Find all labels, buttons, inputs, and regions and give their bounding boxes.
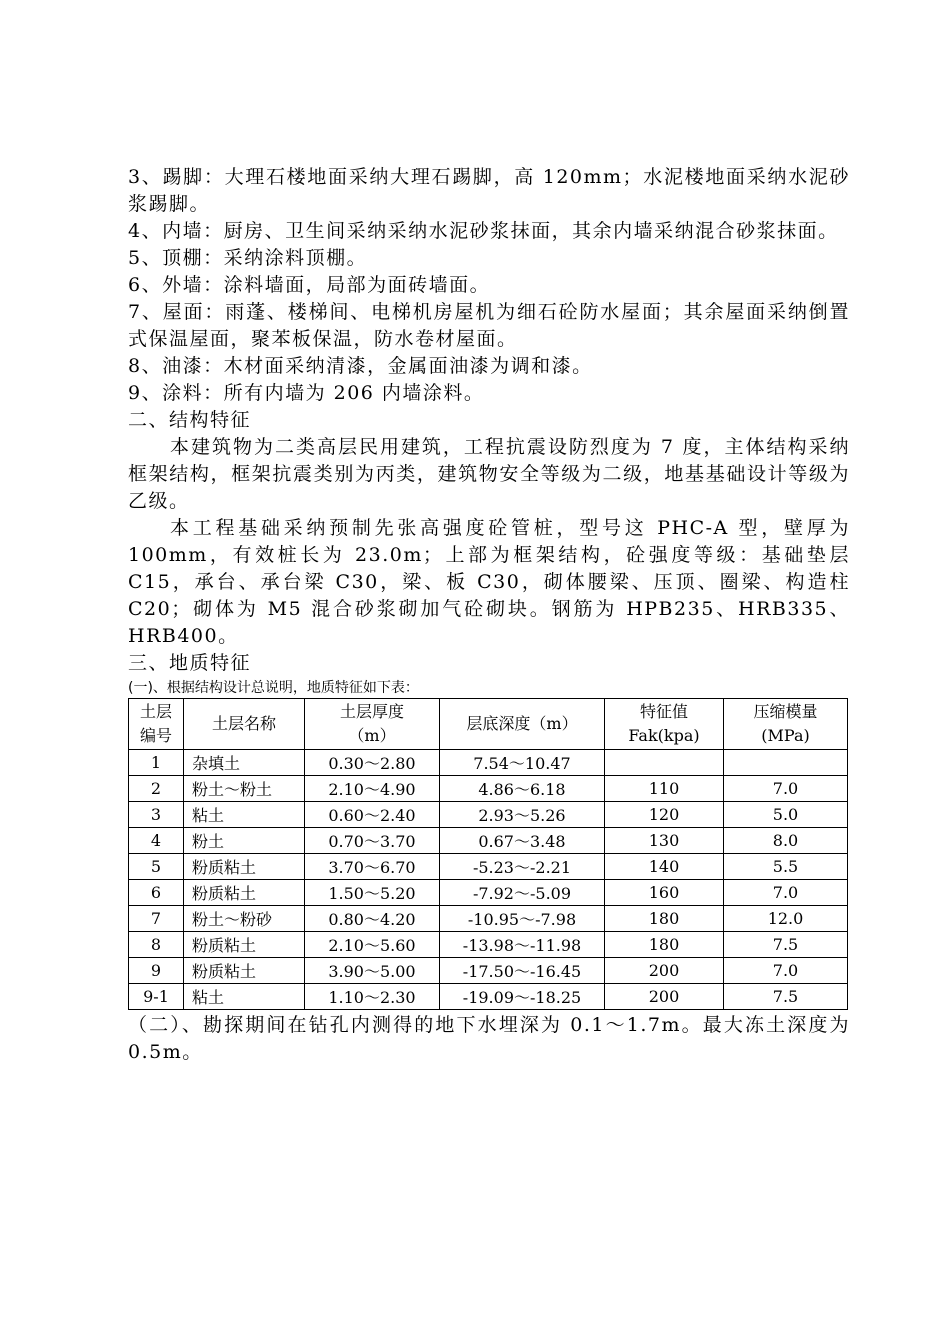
cell-layer-number: 7 [129,906,184,932]
cell-layer-name: 粉质粘土 [184,854,305,880]
cell-compression-modulus: 5.0 [724,802,848,828]
cell-layer-thickness: 0.70～3.70 [305,828,440,854]
header-bottom-depth: 层底深度（m） [440,699,605,750]
header-layer-number: 土层 编号 [129,699,184,750]
cell-bottom-depth: -19.09～-18.25 [440,984,605,1010]
table-row [129,958,848,984]
cell-layer-name: 粉土～粉土 [184,776,305,802]
cell-layer-thickness: 3.90～5.00 [305,958,440,984]
cell-bottom-depth: -7.92～-5.09 [440,880,605,906]
header-layer-thickness: 土层厚度 （m） [305,699,440,750]
cell-compression-modulus: 7.0 [724,880,848,906]
cell-bottom-depth: 4.86～6.18 [440,776,605,802]
cell-layer-thickness: 0.30～2.80 [305,750,440,776]
cell-compression-modulus: 7.5 [724,984,848,1010]
cell-layer-name: 粉土 [184,828,305,854]
cell-layer-thickness: 0.60～2.40 [305,802,440,828]
cell-layer-name: 粉质粘土 [184,880,305,906]
finish-item-ceiling: 5、顶棚：采纳涂料顶棚。 [128,247,368,269]
cell-layer-number: 9-1 [129,984,184,1010]
geology-intro: (一)、根据结构设计总说明，地质特征如下表： [128,680,419,696]
cell-layer-thickness: 2.10～5.60 [305,932,440,958]
cell-layer-number: 5 [129,854,184,880]
finish-item-paint: 8、油漆：木材面采纳清漆，金属面油漆为调和漆。 [128,355,593,377]
cell-compression-modulus: 7.0 [724,958,848,984]
cell-layer-number: 3 [129,802,184,828]
cell-layer-thickness: 2.10～4.90 [305,776,440,802]
finish-item-baseboard: 3、踢脚：大理石楼地面采纳大理石踢脚，高 120mm；水泥楼地面采纳水泥砂浆踢脚。 [128,166,850,215]
cell-compression-modulus: 5.5 [724,854,848,880]
structure-paragraph-1: 本建筑物为二类高层民用建筑，工程抗震设防烈度为 7 度，主体结构采纳框架结构，框架抗震类别为丙类，建筑物安全等级为二级，地基基础设计等级为乙级。 [128,436,850,512]
table-row [129,906,848,932]
cell-compression-modulus [724,750,848,776]
cell-characteristic-value: 130 [605,828,724,854]
table-row [129,854,848,880]
section-heading-structure: 二、结构特征 [128,409,252,431]
table-row [129,802,848,828]
soil-layer-table [128,698,848,1010]
cell-characteristic-value: 180 [605,906,724,932]
cell-characteristic-value: 140 [605,854,724,880]
cell-layer-name: 粘土 [184,802,305,828]
cell-layer-name: 粉土～粉砂 [184,906,305,932]
table-row [129,932,848,958]
cell-characteristic-value: 110 [605,776,724,802]
cell-characteristic-value [605,750,724,776]
cell-layer-number: 1 [129,750,184,776]
cell-bottom-depth: -17.50～-16.45 [440,958,605,984]
cell-compression-modulus: 12.0 [724,906,848,932]
finish-item-exterior-wall: 6、外墙：涂料墙面，局部为面砖墙面。 [128,274,491,296]
table-row [129,776,848,802]
table-header-row [129,699,848,750]
cell-layer-thickness: 0.80～4.20 [305,906,440,932]
cell-bottom-depth: 0.67～3.48 [440,828,605,854]
cell-layer-name: 粘土 [184,984,305,1010]
cell-characteristic-value: 200 [605,984,724,1010]
cell-layer-number: 6 [129,880,184,906]
cell-layer-name: 杂填土 [184,750,305,776]
finish-item-coating: 9、涂料：所有内墙为 206 内墙涂料。 [128,382,485,404]
finish-item-interior-wall: 4、内墙：厨房、卫生间采纳采纳水泥砂浆抹面，其余内墙采纳混合砂浆抹面。 [128,220,839,242]
structure-paragraph-2: 本工程基础采纳预制先张高强度砼管桩，型号这 PHC-A 型，壁厚为 100mm，有效桩长为 23.0m；上部为框架结构，砼强度等级：基础垫层 C15，承台、承台梁 C30，梁、板 C30，砌体腰梁、压顶、圈梁、构造柱 C20；砌体为 M5 混合砂浆砌加气砼砌块。钢筋为 HPB235、HRB335、HRB400。 [128,517,850,647]
cell-layer-number: 2 [129,776,184,802]
cell-layer-number: 8 [129,932,184,958]
cell-bottom-depth: -10.95～-7.98 [440,906,605,932]
cell-compression-modulus: 8.0 [724,828,848,854]
header-layer-name: 土层名称 [184,699,305,750]
cell-layer-number: 9 [129,958,184,984]
cell-characteristic-value: 180 [605,932,724,958]
header-compression-modulus: 压缩模量 (MPa) [724,699,848,750]
cell-bottom-depth: 2.93～5.26 [440,802,605,828]
cell-characteristic-value: 120 [605,802,724,828]
cell-layer-thickness: 3.70～6.70 [305,854,440,880]
cell-characteristic-value: 200 [605,958,724,984]
cell-layer-name: 粉质粘土 [184,932,305,958]
table-row [129,750,848,776]
table-row [129,828,848,854]
document-content [128,164,850,1066]
finish-item-roof: 7、屋面：雨蓬、楼梯间、电梯机房屋机为细石砼防水屋面；其余屋面采纳倒置式保温屋面，聚苯板保温，防水卷材屋面。 [128,301,850,350]
cell-compression-modulus: 7.0 [724,776,848,802]
cell-layer-thickness: 1.50～5.20 [305,880,440,906]
groundwater-note: （二）、勘探期间在钻孔内测得的地下水埋深为 0.1～1.7m。最大冻土深度为 0.5m。 [128,1014,850,1063]
cell-layer-thickness: 1.10～2.30 [305,984,440,1010]
cell-compression-modulus: 7.5 [724,932,848,958]
table-body [129,750,848,1010]
cell-characteristic-value: 160 [605,880,724,906]
cell-bottom-depth: 7.54～10.47 [440,750,605,776]
cell-layer-number: 4 [129,828,184,854]
cell-layer-name: 粉质粘土 [184,958,305,984]
header-characteristic-value: 特征值 Fak(kpa) [605,699,724,750]
table-row [129,984,848,1010]
cell-bottom-depth: -13.98～-11.98 [440,932,605,958]
section-heading-geology: 三、地质特征 [128,652,252,674]
cell-bottom-depth: -5.23～-2.21 [440,854,605,880]
table-row [129,880,848,906]
